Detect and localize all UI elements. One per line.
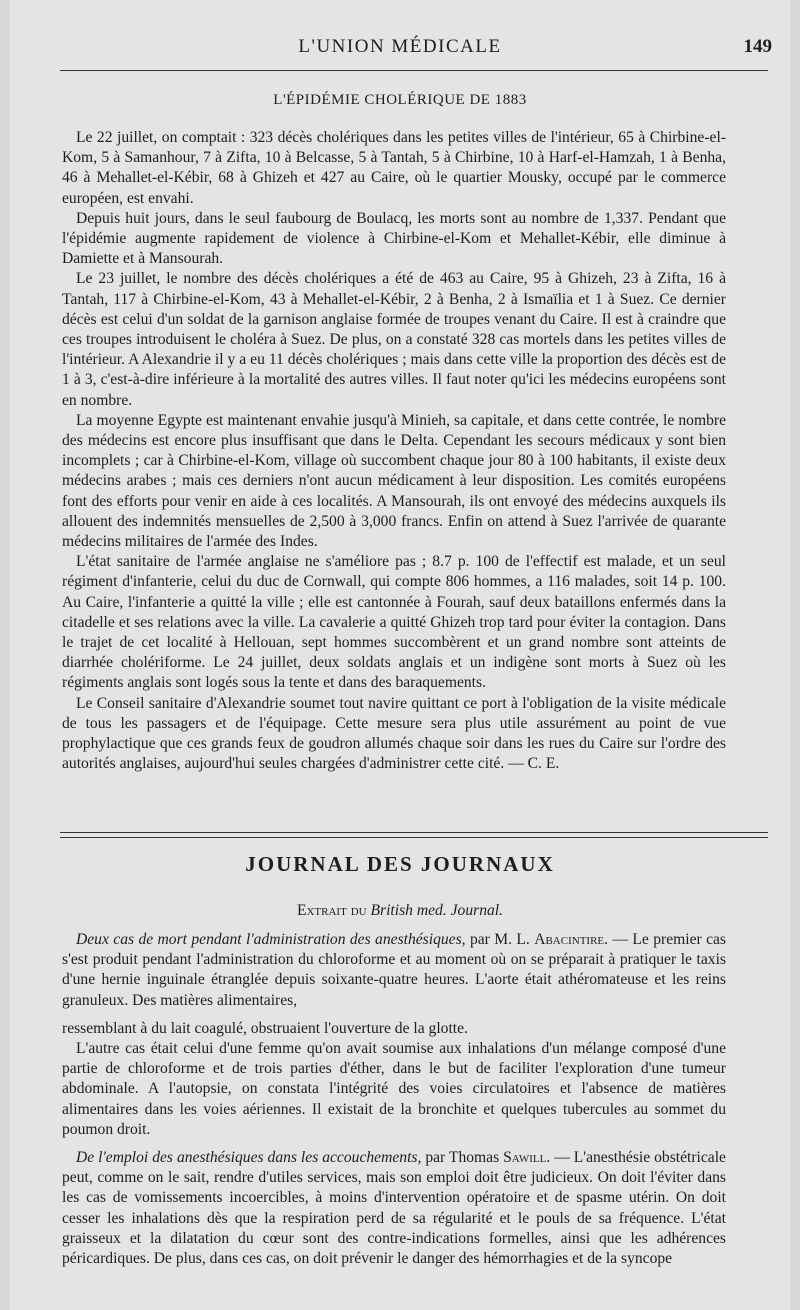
paragraph: Depuis huit jours, dans le seul faubourg de Boulacq, les morts sont au nombre de 1,337. Pendant que l'épidémie augmente rapidement de violence à Chirbine-el-Kom et Mehallet-Kébir, elle diminue à Damiette et à Mansourah. <box>62 209 726 268</box>
paragraph: Le 22 juillet, on comptait : 323 décès cholériques dans les petites villes de l'intérieur, 65 à Chirbine-el-Kom, 5 à Samanhour, 7 à Zifta, 10 à Belcasse, 5 à Tantah, 5 à Chirbine, 10 à Harf-el-Hamzah, 1 à Benha, 46 à Mehallet-el-Kébir, 68 à Ghizeh et 427 au Caire, où le quartier Mousky, occupé par le commerce européen, est envahi. <box>62 129 726 207</box>
journal-articles <box>62 930 726 1269</box>
epidemie-article <box>62 128 726 775</box>
paragraph: Le 23 juillet, le nombre des décès cholériques a été de 463 au Caire, 95 à Ghizeh, 23 à Zifta, 16 à Tantah, 117 à Chirbine-el-Kom, 43 à Mehallet-el-Kébir, 2 à Benha, 2 à Ismaïlia et 1 à Suez. Ce dernier décès est celui d'un soldat de la garnison anglaise formée de troupes venant du Caire. Il est à craindre que ces troupes introduisent le choléra à Suez. De plus, on a constaté 328 cas mortels dans les petites villes de l'intérieur. A Alexandrie il y a eu 11 décès cholériques ; mais dans cette ville la proportion des décès est de 1 à 3, c'est-à-dire inférieure à la mortalité des autres villes. Il faut noter qu'ici les médecins européens sont en nombre. <box>62 270 726 409</box>
extrait-prefix: Extrait du <box>296 902 367 919</box>
article-text: — L'anesthésie obstétricale peut, comme on le sait, rendre d'utiles services, mais son emploi doit être judicieux. On doit l'éviter dans les cas de vomissements incoercibles, à moins d'intervention opératoire et de spasme utérin. On doit cesser les inhalations dès que la respiration perd de sa régularité et le pouls de sa fréquence. L'état graisseux et la dilatation du cœur sont des contre-indications formelles, ainsi que les adhérences péricardiques. De plus, dans ces cas, on doit prévenir le danger des hémorrhagies et de la syncope <box>62 1149 726 1268</box>
page-number: 149 <box>743 36 772 57</box>
section-title-epidemie: L'ÉPIDÉMIE CHOLÉRIQUE DE 1883 <box>273 92 527 108</box>
article-author: Abacintire. <box>534 931 609 948</box>
paragraph: Le Conseil sanitaire d'Alexandrie soumet tout navire quittant ce port à l'obligation de la visite médicale de tous les passagers et de l'équipage. Cette mesure sera plus utile assurément au point de vue prophylactique que ces grands feux de goudron allumés chaque soir dans les rues du Caire sur l'ordre des autorités anglaises, aujourd'hui seules chargées d'administrer cette cité. — C. E. <box>62 694 726 773</box>
article-author: Sawill. <box>503 1149 551 1167</box>
article-paragraph: L'autre cas était celui d'une femme qu'on avait soumise aux inhalations d'un mélange composé d'une partie de chloroforme et de trois parties d'éther, dans le but de faciliter l'exploration d'une tumeur abdominale. A l'autopsie, on constata l'intégrité des voies circulatoires et l'absence de matières alimentaires dans les voies aériennes. Il existait de la bronchite et quelques tubercules au sommet du poumon droit. <box>62 1040 726 1138</box>
article-byline: par M. L. <box>465 931 535 948</box>
article-paragraph <box>62 930 726 1011</box>
extrait-source: British med. Journal. <box>370 902 504 919</box>
header-rule <box>60 70 768 71</box>
section-divider <box>60 832 768 838</box>
article-paragraph: ressemblant à du lait coagulé, obstruaient l'ouverture de la glotte. <box>62 1019 468 1037</box>
paragraph: L'état sanitaire de l'armée anglaise ne s'améliore pas ; 8.7 p. 100 de l'effectif est malade, et un seul régiment d'infanterie, celui du duc de Cornwall, qui compte 806 hommes, a 116 malades, soit 14 p. 100. Au Caire, l'infanterie a quitté la ville ; elle est cantonnée à Fourah, sauf deux bataillons enfermés dans la citadelle et ses relations avec la ville. La cavalerie a quitté Ghizeh trop tard pour éviter la contagion. Dans le trajet de cet localité à Hellouan, sept hommes succombèrent et un grand nombre sont atteints de diarrhée cholériforme. Le 24 juillet, deux soldats anglais et un indigène sont morts à Suez où les régiments anglais sont logés sous la tente et dans des baraquements. <box>62 553 726 692</box>
article-paragraph <box>62 1148 726 1269</box>
page-header <box>10 36 790 64</box>
article-title: De l'emploi des anesthésiques dans les accouchements, <box>76 1149 422 1167</box>
paragraph: La moyenne Egypte est maintenant envahie jusqu'à Minieh, sa capitale, et dans cette contrée, le nombre des médecins est encore plus insuffisant que dans le Delta. Cependant les secours médicaux y sont bien incomplets ; car à Chirbine-el-Kom, village où succombent chaque jour 80 à 100 habitants, il existe deux médecins arabes ; mais ces derniers n'ont aucun médicament à leur disposition. Les comités européens font des efforts pour venir en aide à ces localités. A Mansourah, ils ont envoyé des médecins auxquels ils allouent des indemnités mensuelles de 2,500 à 3,000 francs. Enfin on attend à Suez l'arrivée de quarante médecins militaires de l'armée des Indes. <box>62 411 726 551</box>
journal-page <box>10 0 790 1310</box>
running-title: L'UNION MÉDICALE <box>298 36 502 57</box>
extrait-line <box>10 902 790 920</box>
article-title: Deux cas de mort pendant l'administration des anesthésiques, <box>76 931 466 948</box>
article-text: — Le premier cas s'est produit pendant l'administration du chloroforme et au moment où on se préparait à pratiquer le taxis d'une hernie inguinale étranglée depuis soixante-quatre heures. L'aorte était athéromateuse et les reins granuleux. Des matières alimentaires, <box>62 931 726 1009</box>
section-title-journal: JOURNAL DES JOURNAUX <box>245 852 555 876</box>
article-byline: par Thomas <box>421 1149 504 1167</box>
